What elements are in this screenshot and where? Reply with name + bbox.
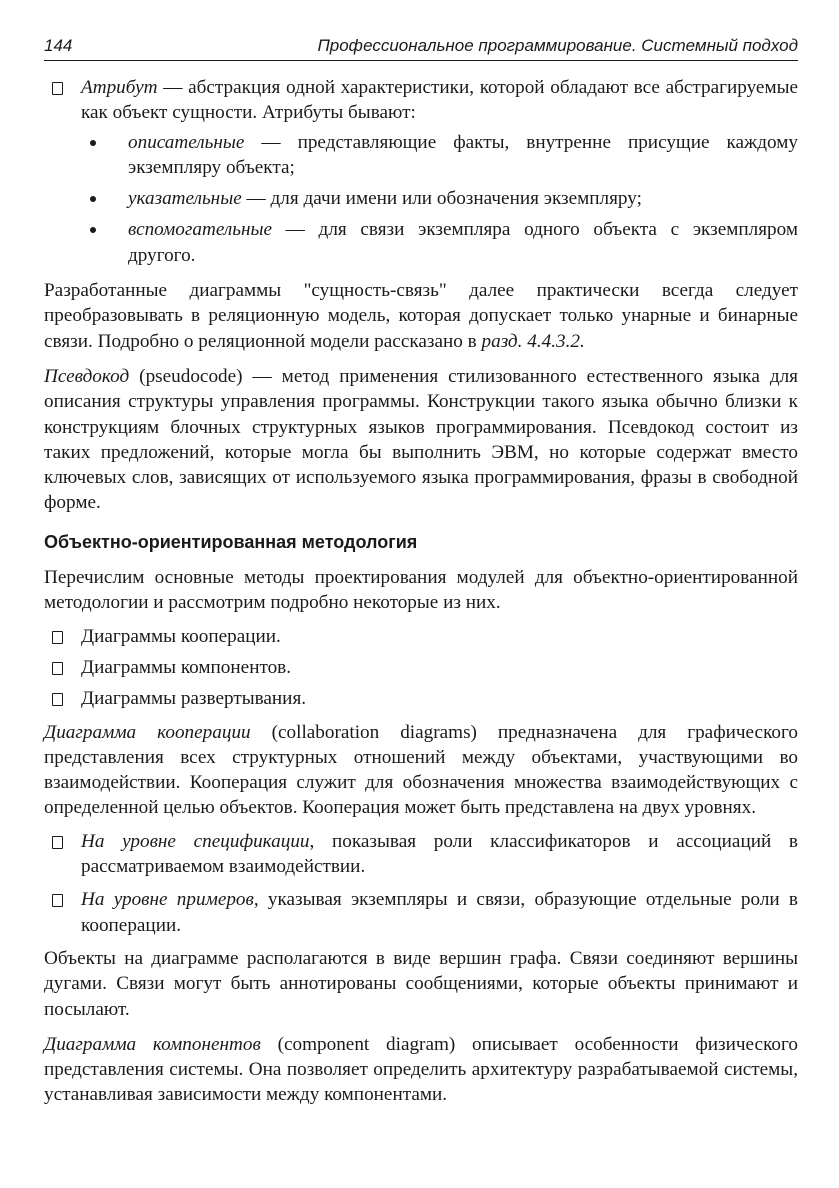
paragraph-text: (component diagram) описывает особенности физического представления системы. Она позволяет определить архитектуру разрабатываемой системы, устанавливая зависимости между компонентами. bbox=[44, 1033, 798, 1106]
book-page bbox=[44, 36, 798, 1108]
section-reference: разд. 4.4.3.2. bbox=[481, 330, 585, 352]
page-body bbox=[44, 75, 798, 1108]
paragraph-component bbox=[44, 1032, 798, 1108]
checkbox-bullet-icon bbox=[52, 82, 63, 95]
checkbox-bullet-icon bbox=[52, 693, 63, 706]
checkbox-bullet-icon bbox=[52, 662, 63, 675]
term-descriptive: описательные bbox=[128, 131, 245, 153]
paragraph-pseudocode bbox=[44, 364, 798, 516]
running-header bbox=[44, 36, 798, 61]
term-component-diagram: Диаграмма компонентов bbox=[44, 1033, 261, 1055]
paragraph-intro: Перечислим основные методы проектирования модулей для объектно-ориентированной методологии и рассмотрим подробно некоторые из них. bbox=[44, 567, 798, 614]
term-auxiliary: вспомогательные bbox=[128, 219, 272, 241]
list-item-text: Диаграммы развертывания. bbox=[81, 688, 307, 710]
attribute-item bbox=[44, 75, 798, 126]
checkbox-bullet-icon bbox=[52, 631, 63, 644]
page-number: 144 bbox=[44, 36, 73, 55]
list-item-text: — для связи экземпляра одного объекта с экземпляром другого. bbox=[128, 219, 798, 266]
term-pointer: указательные bbox=[128, 188, 242, 210]
paragraph-text: (collaboration diagrams) предназначена для графического представления всех структурных отношений между объектами, участвующими во взаимодействии. Кооперация служит для обозначения множества взаимодействующих с определенной целью объектов. Кооперация может быть представлена на двух уровнях. bbox=[44, 721, 798, 819]
bullet-dot-icon bbox=[90, 227, 96, 233]
section-heading: Объектно-ориентированная методология bbox=[44, 531, 418, 552]
term-instance-level: На уровне примеров bbox=[81, 889, 254, 911]
list-item-text: — для дачи имени или обозначения экземпляру; bbox=[241, 188, 642, 210]
list-item-text: — представляющие факты, внутренне присущие каждому экземпляру объекта; bbox=[128, 131, 798, 178]
paragraph-er-diagrams bbox=[44, 278, 798, 354]
list-item-text: Диаграммы кооперации. bbox=[81, 625, 281, 647]
list-item bbox=[44, 829, 798, 880]
term-spec-level: На уровне спецификации bbox=[81, 830, 310, 852]
term-collaboration-diagram: Диаграмма кооперации bbox=[44, 721, 251, 743]
term-attribute: Атрибут bbox=[81, 77, 158, 98]
paragraph-objects: Объекты на диаграмме располагаются в виде вершин графа. Связи соединяют вершины дугами. Связи могут быть аннотированы сообщениями, которые объекты принимают и посылают. bbox=[44, 947, 798, 1020]
bullet-dot-icon bbox=[90, 140, 96, 146]
list-item bbox=[44, 686, 798, 711]
attribute-definition: — абстракция одной характеристики, которой обладают все абстрагируемые как объект сущности. Атрибуты бывают: bbox=[81, 77, 798, 124]
list-item-text: , указывая экземпляры и связи, образующие отдельные роли в кооперации. bbox=[81, 889, 798, 936]
paragraph-text: Разработанные диаграммы "сущность-связь" далее практически всегда следует преобразовывать в реляционную модель, которая допускает только унарные и бинарные связи. Подробно о реляционной модели рассказано в bbox=[44, 280, 798, 352]
paragraph-text: (pseudocode) — метод применения стилизованного естественного языка для описания структуры управления программы. Конструкции такого языка обычно близки к конструкциям блочных структурных языков программирования. Псевдокод состоит из таких предложений, которые могла бы выполнить ЭВМ, но которые содержат вместо ключевых слов, зависящих от используемого языка программирования, фразы в свободной форме. bbox=[44, 365, 798, 514]
bullet-dot-icon bbox=[90, 196, 96, 202]
list-item bbox=[44, 887, 798, 938]
list-item bbox=[44, 655, 798, 680]
list-item bbox=[80, 217, 798, 268]
list-item bbox=[80, 186, 798, 211]
attribute-types-list bbox=[80, 130, 798, 268]
term-pseudocode: Псевдокод bbox=[44, 365, 130, 387]
paragraph-collaboration bbox=[44, 720, 798, 821]
list-item bbox=[80, 130, 798, 181]
checkbox-bullet-icon bbox=[52, 894, 63, 907]
checkbox-bullet-icon bbox=[52, 836, 63, 849]
list-item-text: Диаграммы компонентов. bbox=[81, 656, 292, 678]
running-title: Профессиональное программирование. Системный подход bbox=[317, 36, 798, 55]
list-item-text: , показывая роли классификаторов и ассоциаций в рассматриваемом взаимодействии. bbox=[81, 830, 798, 878]
list-item bbox=[44, 624, 798, 649]
